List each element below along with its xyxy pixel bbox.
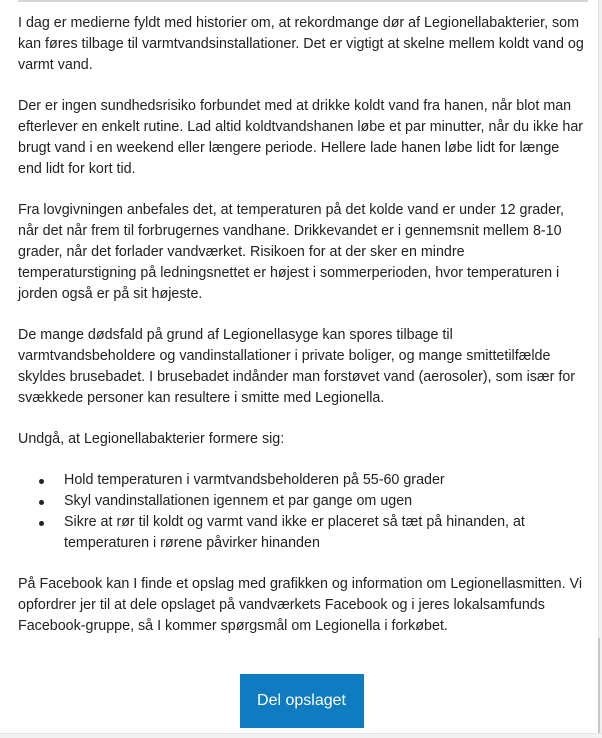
article-paragraph-3: Fra lovgivningen anbefales det, at temperaturen på det kolde vand er under 12 grader, når det når frem til forbrugernes vandhane. Drikkevandet er i gennemsnit mellem 8-10 grader, når det forlader vandværket. Risikoen for at der sker en mindre temperaturstigning på ledningsnettet er højest i sommerperioden, hvor temperaturen i jorden også er på sit højeste. — [18, 202, 565, 302]
list-item — [64, 470, 586, 491]
bullet-icon — [39, 500, 44, 505]
right-edge-frame — [598, 0, 602, 738]
share-area — [0, 674, 602, 728]
list-item-text: Hold temperaturen i varmtvandsbeholderen på 55-60 grader — [64, 472, 445, 488]
share-post-button[interactable]: Del opslaget — [240, 674, 364, 728]
article-paragraph-1: I dag er medierne fyldt med historier om, at rekordmange dør af Legionellabakterier, som kan føres tilbage til varmtvandsinstallationer. Det er vigtigt at skelne mellem koldt vand og varmt vand. — [18, 15, 584, 73]
list-item-text: Skyl vandinstallationen igennem et par gange om ugen — [64, 493, 413, 509]
scroll-edge — [598, 638, 600, 738]
bottom-edge — [0, 733, 602, 738]
list-item — [64, 491, 586, 512]
closing-paragraph: På Facebook kan I finde et opslag med grafikken og information om Legionellasmitten. Vi opfordrer jer til at dele opslaget på vandværkets Facebook og i jeres lokalsamfunds Facebook-gruppe, så I kommer spørgsmål om Legionella i forkøbet. — [18, 576, 582, 634]
article-body — [18, 13, 586, 657]
list-item-text: Sikre at rør til koldt og varmt vand ikke er placeret så tæt på hinanden, at temperaturen i rørene påvirker hinanden — [64, 514, 525, 551]
bullet-icon — [39, 479, 44, 484]
list-intro: Undgå, at Legionellabakterier formere sig: — [18, 431, 285, 447]
article-paragraph-4: De mange dødsfald på grund af Legionellasyge kan spores tilbage til varmtvandsbeholdere og vandinstallationer i private boliger, og mange smittetilfælde skyldes brusebadet. I brusebadet indånder man forstøvet vand (aerosoler), som især for svækkede personer kan resultere i smitte med Legionella. — [18, 327, 576, 406]
list-item — [64, 512, 586, 554]
prevention-list — [18, 470, 586, 554]
top-divider — [18, 0, 588, 2]
article-paragraph-2: Der er ingen sundhedsrisiko forbundet med at drikke koldt vand fra hanen, når blot man efterlever en enkelt rutine. Lad altid koldtvandshanen løbe et par minutter, når du ikke har brugt vand i en weekend eller længere periode. Hellere lade hanen løbe lidt for længe end lidt for kort tid. — [18, 98, 584, 177]
bullet-icon — [39, 521, 44, 526]
